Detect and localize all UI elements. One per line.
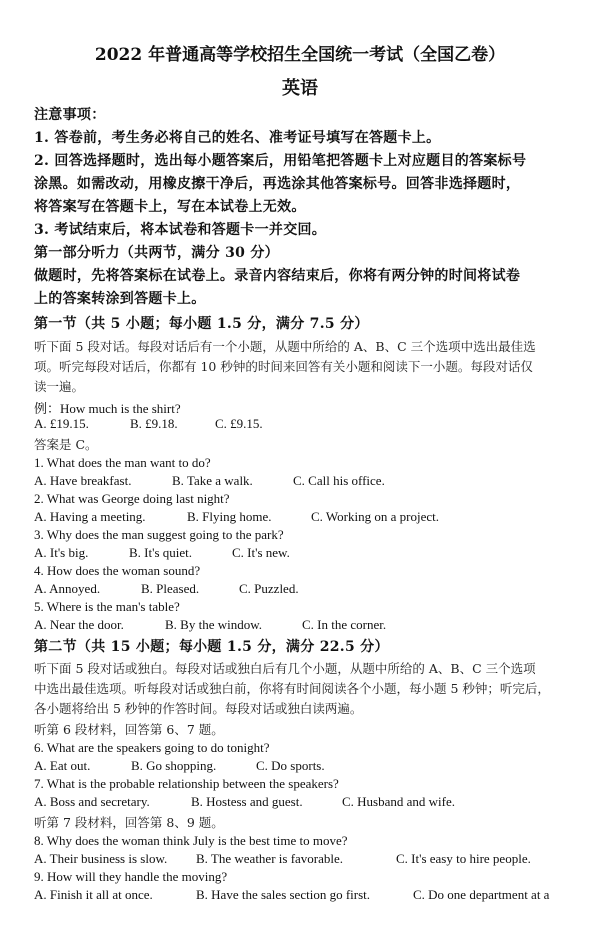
option-b: B. Take a walk.	[172, 473, 253, 488]
subject-title: 英语	[282, 78, 318, 99]
material-label: 听第 6 段材料，回答第 6、7 题。	[34, 722, 224, 737]
notice-item: 将答案写在答题卡上，写在本试卷上无效。	[34, 199, 306, 215]
option-b: B. It's quiet.	[129, 545, 193, 560]
question: 9. How will they handle the moving?	[34, 869, 228, 884]
option-a: A. It's big.	[34, 545, 89, 560]
section1-instruction: 听下面 5 段对话。每段对话后有一个小题，从题中所给的 A、B、C 三个选项中选出最佳选	[34, 339, 536, 354]
example-answer: 答案是 C。	[34, 437, 98, 452]
section2-instruction: 中选出最佳选项。听每段对话或独白前，你将有时间阅读各个小题，每小题 5 秒钟；听完后，	[34, 681, 550, 696]
option-c: C. Call his office.	[293, 473, 385, 488]
question: 2. What was George doing last night?	[34, 491, 230, 506]
option-a: A. Annoyed.	[34, 581, 101, 596]
question: 6. What are the speakers going to do tonight?	[34, 740, 270, 755]
notice-heading: 注意事项：	[34, 107, 106, 123]
option-c: C. Working on a project.	[311, 509, 439, 524]
option-b: B. The weather is favorable.	[196, 851, 344, 866]
exam-title: 2022 年普通高等学校招生全国统一考试（全国乙卷）	[94, 45, 506, 65]
option-b: B. Have the sales section go first.	[196, 887, 371, 902]
option-b: B. Hostess and guest.	[191, 794, 303, 809]
section2-instruction: 各小题将给出 5 秒钟的作答时间。每段对话或独白读两遍。	[34, 701, 363, 716]
option-a: A. Eat out.	[34, 758, 91, 773]
option-b: B. Flying home.	[187, 509, 272, 524]
part1-heading: 第一部分听力（共两节，满分 30 分）	[34, 245, 279, 261]
option-b: B. Go shopping.	[131, 758, 217, 773]
option-a: A. Boss and secretary.	[34, 794, 150, 809]
question: 7. What is the probable relationship between the speakers?	[34, 776, 339, 791]
section1-heading: 第一节（共 5 小题；每小题 1.5 分，满分 7.5 分）	[34, 316, 369, 332]
option-c: C. It's easy to hire people.	[396, 851, 531, 866]
notice-item: 涂黑。如需改动，用橡皮擦干净后，再选涂其他答案标号。回答非选择题时，	[34, 176, 521, 192]
option-c: C. Husband and wife.	[342, 794, 456, 809]
section1-instruction: 读一遍。	[34, 379, 85, 394]
question: 8. Why does the woman think July is the best time to move?	[34, 833, 348, 848]
section2-heading: 第二节（共 15 小题；每小题 1.5 分，满分 22.5 分）	[34, 639, 389, 655]
example-question: 例：How much is the shirt?	[34, 401, 181, 416]
example-option-c: C. £9.15.	[215, 416, 263, 431]
option-b: B. Pleased.	[141, 581, 200, 596]
part1-instruction: 做题时，先将答案标在试卷上。录音内容结束后，你将有两分钟的时间将试卷	[34, 268, 521, 284]
option-c: C. Do one department at a	[413, 887, 550, 902]
question: 4. How does the woman sound?	[34, 563, 201, 578]
part1-instruction: 上的答案转涂到答题卡上。	[34, 291, 206, 307]
option-a: A. Have breakfast.	[34, 473, 132, 488]
example-option-b: B. £9.18.	[130, 416, 178, 431]
option-c: C. It's new.	[232, 545, 290, 560]
option-c: C. Do sports.	[256, 758, 325, 773]
section2-instruction: 听下面 5 段对话或独白。每段对话或独白后有几个小题，从题中所给的 A、B、C 三个选项	[34, 661, 536, 676]
question: 5. Where is the man's table?	[34, 599, 180, 614]
option-a: A. Having a meeting.	[34, 509, 146, 524]
question: 1. What does the man want to do?	[34, 455, 211, 470]
notice-item: 3. 考试结束后，将本试卷和答题卡一并交回。	[34, 222, 327, 238]
option-c: C. In the corner.	[302, 617, 387, 632]
material-label: 听第 7 段材料，回答第 8、9 题。	[34, 815, 224, 830]
notice-item: 2. 回答选择题时，选出每小题答案后，用铅笔把答题卡上对应题目的答案标号	[34, 153, 527, 169]
example-option-a: A. £19.15.	[34, 416, 89, 431]
section1-instruction: 项。听完每段对话后，你都有 10 秒钟的时间来回答有关小题和阅读下一小题。每段对话仅	[34, 359, 533, 374]
notice-item: 1. 答卷前，考生务必将自己的姓名、准考证号填写在答题卡上。	[34, 130, 441, 146]
option-a: A. Their business is slow.	[34, 851, 168, 866]
question: 3. Why does the man suggest going to the park?	[34, 527, 284, 542]
option-a: A. Finish it all at once.	[34, 887, 153, 902]
option-c: C. Puzzled.	[239, 581, 299, 596]
option-a: A. Near the door.	[34, 617, 124, 632]
option-b: B. By the window.	[165, 617, 263, 632]
